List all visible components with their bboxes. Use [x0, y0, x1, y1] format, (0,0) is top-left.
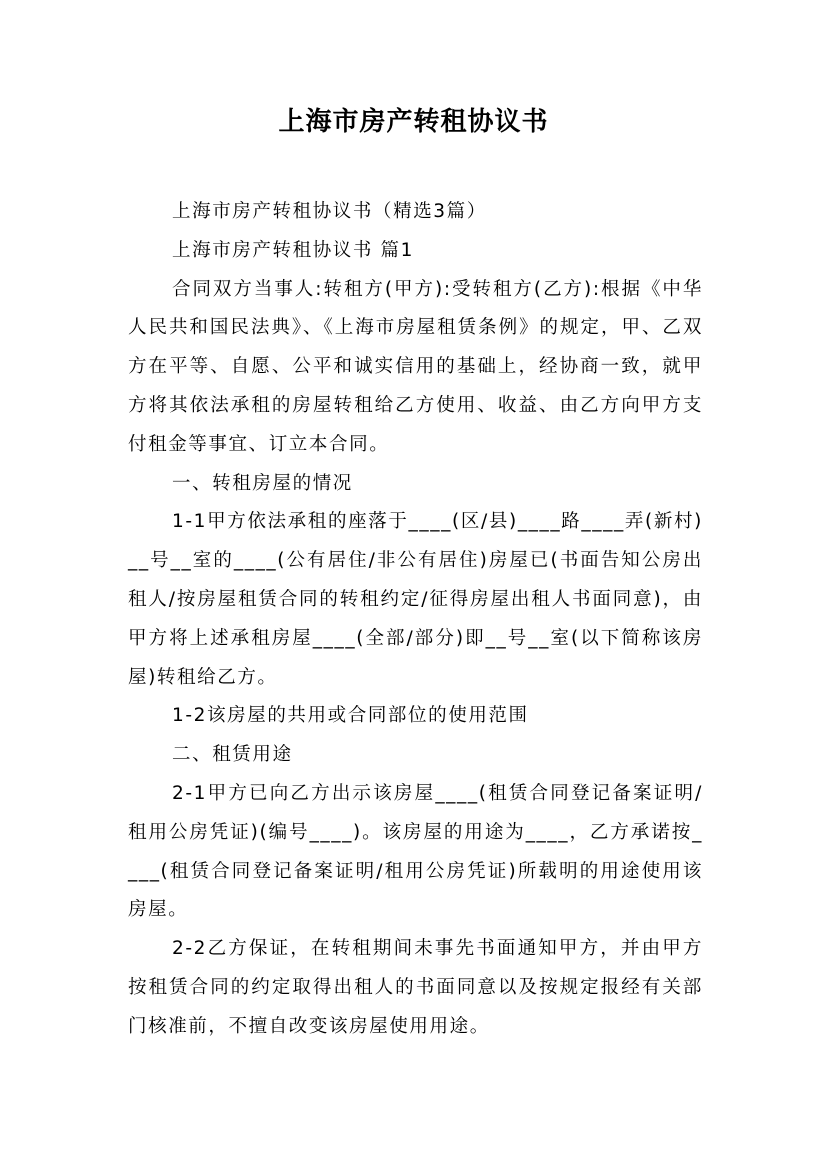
section-heading-article-1: 上海市房产转租协议书 篇1: [172, 239, 414, 261]
clause-1-2: 1-2该房屋的共用或合同部位的使用范围: [172, 705, 529, 727]
document-title: 上海市房产转租协议书: [278, 107, 549, 137]
clause-2-2: 2-2乙方保证，在转租期间未事先书面通知甲方，并由甲方按租赁合同的约定取得出租人的书面同意以及按规定报经有关部门核准前，不擅自改变该房屋使用用途。: [128, 938, 703, 1037]
section-heading-usage: 二、租赁用途: [172, 744, 293, 766]
clause-1-1: 1-1甲方依法承租的座落于____(区/县)____路____弄(新村)__号__室的____(公有居住/非公有居住)房屋已(书面告知公房出租人/按房屋租赁合同的转租约定/征得房屋出租人书面同意)，由甲方将上述承租房屋____(全部/部分)即__号__室(以下简称该房屋)转租给乙方。: [128, 511, 703, 688]
document-body: [128, 193, 703, 1047]
clause-2-1: 2-1甲方已向乙方出示该房屋____(租赁合同登记备案证明/租用公房凭证)(编号____)。该房屋的用途为____，乙方承诺按____(租赁合同登记备案证明/租用公房凭证)所载明的用途使用该房屋。: [128, 782, 703, 921]
paragraph-parties: 合同双方当事人:转租方(甲方):受转租方(乙方):根据《中华人民共和国民法典》、《上海市房屋租赁条例》的规定，甲、乙双方在平等、自愿、公平和诚实信用的基础上，经协商一致，就甲方将其依法承租的房屋转租给乙方使用、收益、由乙方向甲方支付租金等事宜、订立本合同。: [128, 278, 703, 455]
doc-subtitle: 上海市房产转租协议书（精选3篇）: [172, 201, 487, 222]
section-heading-premises: 一、转租房屋的情况: [172, 472, 353, 494]
